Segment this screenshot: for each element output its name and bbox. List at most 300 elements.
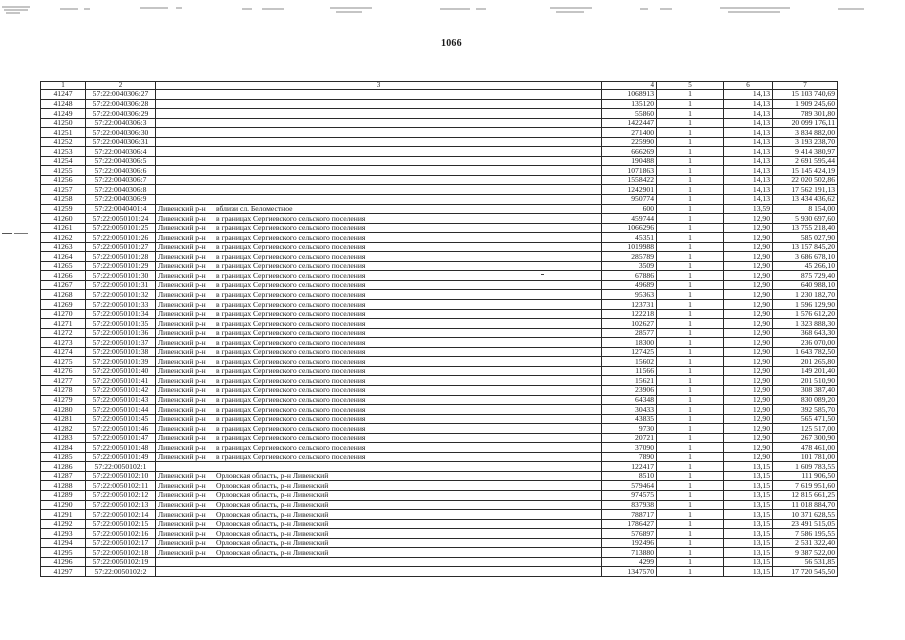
table-row	[41, 175, 838, 185]
cadastral-value-cell: 1 230 182,70	[773, 290, 838, 300]
area-cell: 713880	[602, 548, 657, 558]
location-text: Орловская область, р-н Ливенский	[216, 509, 329, 519]
row-number-cell: 41286	[41, 462, 86, 472]
rate-cell: 12,90	[724, 233, 773, 243]
area-cell: 285789	[602, 252, 657, 262]
area-cell: 102627	[602, 319, 657, 329]
area-cell: 9730	[602, 424, 657, 434]
cadastral-number-cell: 57:22:0050102:2	[86, 567, 156, 577]
area-cell: 64348	[602, 395, 657, 405]
rayon-text: Ливенский р-н	[158, 280, 206, 290]
location-text: в границах Сергиевского сельского поселения	[216, 356, 366, 366]
rayon-text: Ливенский р-н	[158, 261, 206, 271]
area-cell: 1347570	[602, 567, 657, 577]
column-5-cell: 1	[657, 452, 724, 462]
cadastral-number-cell: 57:22:0040306:7	[86, 175, 156, 185]
rate-cell: 12,90	[724, 347, 773, 357]
cadastral-number-cell: 57:22:0050101:30	[86, 271, 156, 281]
address-cell	[156, 538, 602, 548]
cadastral-number-cell: 57:22:0050101:44	[86, 405, 156, 415]
cadastral-number-cell: 57:22:0050101:39	[86, 357, 156, 367]
column-5-cell: 1	[657, 300, 724, 310]
table-row	[41, 433, 838, 443]
table-row	[41, 452, 838, 462]
row-number-cell: 41278	[41, 385, 86, 395]
address-cell	[156, 242, 602, 252]
table-row	[41, 481, 838, 491]
table-row	[41, 300, 838, 310]
table-row	[41, 319, 838, 329]
row-number-cell: 41248	[41, 99, 86, 109]
rate-cell: 13,59	[724, 204, 773, 214]
cadastral-value-cell: 7 619 951,60	[773, 481, 838, 491]
area-cell: 122417	[602, 462, 657, 472]
rate-cell: 13,15	[724, 462, 773, 472]
row-number-cell: 41270	[41, 309, 86, 319]
cadastral-number-cell: 57:22:0050102:15	[86, 519, 156, 529]
column-5-cell: 1	[657, 223, 724, 233]
column-5-cell: 1	[657, 538, 724, 548]
area-cell: 4299	[602, 557, 657, 567]
column-5-cell: 1	[657, 214, 724, 224]
column-5-cell: 1	[657, 433, 724, 443]
cadastral-number-cell: 57:22:0050101:36	[86, 328, 156, 338]
row-number-cell: 41283	[41, 433, 86, 443]
area-cell: 123731	[602, 300, 657, 310]
table-row	[41, 462, 838, 472]
row-number-cell: 41256	[41, 175, 86, 185]
column-5-cell: 1	[657, 90, 724, 100]
cadastral-value-cell: 478 461,00	[773, 443, 838, 453]
rate-cell: 12,90	[724, 328, 773, 338]
cadastral-value-cell: 23 491 515,05	[773, 519, 838, 529]
address-cell	[156, 309, 602, 319]
rate-cell: 12,90	[724, 271, 773, 281]
column-5-cell: 1	[657, 233, 724, 243]
column-5-cell: 1	[657, 271, 724, 281]
rate-cell: 12,90	[724, 242, 773, 252]
column-5-cell: 1	[657, 147, 724, 157]
area-cell: 1786427	[602, 519, 657, 529]
row-number-cell: 41294	[41, 538, 86, 548]
cadastral-value-cell: 17 720 545,50	[773, 567, 838, 577]
row-number-cell: 41267	[41, 280, 86, 290]
location-text: в границах Сергиевского сельского поселения	[216, 375, 366, 385]
rayon-text: Ливенский р-н	[158, 414, 206, 424]
cadastral-value-cell: 20 099 176,11	[773, 118, 838, 128]
table-row	[41, 500, 838, 510]
column-5-cell: 1	[657, 471, 724, 481]
area-cell: 1422447	[602, 118, 657, 128]
address-cell	[156, 156, 602, 166]
area-cell: 28577	[602, 328, 657, 338]
table-row	[41, 338, 838, 348]
rayon-text: Ливенский р-н	[158, 318, 206, 328]
cadastral-number-cell: 57:22:0050101:43	[86, 395, 156, 405]
cadastral-number-cell: 57:22:0050102:19	[86, 557, 156, 567]
column-5-cell: 1	[657, 328, 724, 338]
area-cell: 666269	[602, 147, 657, 157]
rate-cell: 14,13	[724, 166, 773, 176]
table-row	[41, 347, 838, 357]
cadastral-value-cell: 10 371 628,55	[773, 510, 838, 520]
cadastral-value-cell: 5 930 697,60	[773, 214, 838, 224]
address-cell	[156, 500, 602, 510]
address-cell	[156, 548, 602, 558]
location-text: в границах Сергиевского сельского поселения	[216, 328, 366, 338]
column-header-5: 5	[657, 82, 724, 90]
rayon-text: Ливенский р-н	[158, 328, 206, 338]
cadastral-number-cell: 57:22:0050102:18	[86, 548, 156, 558]
cadastral-value-cell: 368 643,30	[773, 328, 838, 338]
table-row	[41, 290, 838, 300]
rayon-text: Ливенский р-н	[158, 366, 206, 376]
area-cell: 974575	[602, 490, 657, 500]
area-cell: 37090	[602, 443, 657, 453]
table-row	[41, 366, 838, 376]
location-text: в границах Сергиевского сельского поселения	[216, 309, 366, 319]
page-number: 1066	[441, 38, 462, 49]
area-cell: 15602	[602, 357, 657, 367]
cadastral-number-cell: 57:22:0050101:24	[86, 214, 156, 224]
location-text: в границах Сергиевского сельского поселения	[216, 366, 366, 376]
table-row	[41, 128, 838, 138]
cadastral-number-cell: 57:22:0050101:25	[86, 223, 156, 233]
address-cell	[156, 223, 602, 233]
rate-cell: 14,13	[724, 99, 773, 109]
location-text: вблизи сл. Беломестное	[216, 204, 293, 214]
cadastral-value-cell: 392 585,70	[773, 405, 838, 415]
column-5-cell: 1	[657, 481, 724, 491]
location-text: в границах Сергиевского сельского поселения	[216, 251, 366, 261]
location-text: в границах Сергиевского сельского поселения	[216, 423, 366, 433]
location-text: Орловская область, р-н Ливенский	[216, 528, 329, 538]
location-text: в границах Сергиевского сельского поселения	[216, 223, 366, 233]
column-5-cell: 1	[657, 462, 724, 472]
cadastral-number-cell: 57:22:0050101:41	[86, 376, 156, 386]
address-cell	[156, 357, 602, 367]
rayon-text: Ливенский р-н	[158, 270, 206, 280]
cadastral-number-cell: 57:22:0050101:48	[86, 443, 156, 453]
cadastral-value-cell: 149 201,40	[773, 366, 838, 376]
row-number-cell: 41263	[41, 242, 86, 252]
column-5-cell: 1	[657, 137, 724, 147]
area-cell: 1019988	[602, 242, 657, 252]
column-5-cell: 1	[657, 347, 724, 357]
cadastral-value-cell: 13 755 218,40	[773, 223, 838, 233]
row-number-cell: 41262	[41, 233, 86, 243]
column-5-cell: 1	[657, 424, 724, 434]
location-text: в границах Сергиевского сельского поселения	[216, 232, 366, 242]
table-row	[41, 242, 838, 252]
area-cell: 1558422	[602, 175, 657, 185]
rate-cell: 12,90	[724, 366, 773, 376]
rayon-text: Ливенский р-н	[158, 213, 206, 223]
rayon-text: Ливенский р-н	[158, 204, 206, 214]
cadastral-value-cell: 875 729,40	[773, 271, 838, 281]
cadastral-value-cell: 267 300,90	[773, 433, 838, 443]
rayon-text: Ливенский р-н	[158, 309, 206, 319]
area-cell: 95363	[602, 290, 657, 300]
rate-cell: 12,90	[724, 290, 773, 300]
location-text: в границах Сергиевского сельского поселения	[216, 404, 366, 414]
row-number-cell: 41297	[41, 567, 86, 577]
location-text: в границах Сергиевского сельского поселения	[216, 270, 366, 280]
row-number-cell: 41274	[41, 347, 86, 357]
cadastral-value-cell: 201 510,90	[773, 376, 838, 386]
address-cell	[156, 490, 602, 500]
table-row	[41, 118, 838, 128]
location-text: в границах Сергиевского сельского поселения	[216, 213, 366, 223]
column-5-cell: 1	[657, 99, 724, 109]
cadastral-value-cell: 1 323 888,30	[773, 319, 838, 329]
rate-cell: 13,15	[724, 481, 773, 491]
cadastral-number-cell: 57:22:0050101:31	[86, 280, 156, 290]
column-5-cell: 1	[657, 376, 724, 386]
address-cell	[156, 471, 602, 481]
address-cell	[156, 300, 602, 310]
area-cell: 67886	[602, 271, 657, 281]
location-text: в границах Сергиевского сельского поселения	[216, 337, 366, 347]
location-text: Орловская область, р-н Ливенский	[216, 547, 329, 557]
cadastral-value-cell: 3 193 238,70	[773, 137, 838, 147]
address-cell	[156, 366, 602, 376]
cadastral-number-cell: 57:22:0040306:3	[86, 118, 156, 128]
rate-cell: 12,90	[724, 309, 773, 319]
rate-cell: 12,90	[724, 433, 773, 443]
location-text: в границах Сергиевского сельского поселения	[216, 385, 366, 395]
rayon-text: Ливенский р-н	[158, 375, 206, 385]
cadastral-number-cell: 57:22:0040401:4	[86, 204, 156, 214]
cadastral-value-cell: 236 070,00	[773, 338, 838, 348]
rayon-text: Ливенский р-н	[158, 480, 206, 490]
cadastral-number-cell: 57:22:0050102:16	[86, 529, 156, 539]
row-number-cell: 41259	[41, 204, 86, 214]
rayon-text: Ливенский р-н	[158, 423, 206, 433]
cadastral-value-cell: 3 834 882,00	[773, 128, 838, 138]
address-cell	[156, 90, 602, 100]
rayon-text: Ливенский р-н	[158, 404, 206, 414]
cadastral-number-cell: 57:22:0050101:40	[86, 366, 156, 376]
cadastral-value-cell: 3 686 678,10	[773, 252, 838, 262]
cadastral-number-cell: 57:22:0050102:14	[86, 510, 156, 520]
cadastral-number-cell: 57:22:0050101:27	[86, 242, 156, 252]
row-number-cell: 41268	[41, 290, 86, 300]
column-5-cell: 1	[657, 118, 724, 128]
rate-cell: 13,15	[724, 519, 773, 529]
cadastral-number-cell: 57:22:0040306:31	[86, 137, 156, 147]
row-number-cell: 41287	[41, 471, 86, 481]
table-row	[41, 538, 838, 548]
column-5-cell: 1	[657, 567, 724, 577]
row-number-cell: 41254	[41, 156, 86, 166]
cadastral-value-cell: 1 609 783,55	[773, 462, 838, 472]
area-cell: 7890	[602, 452, 657, 462]
location-text: в границах Сергиевского сельского поселения	[216, 318, 366, 328]
table-row	[41, 166, 838, 176]
rayon-text: Ливенский р-н	[158, 232, 206, 242]
location-text: в границах Сергиевского сельского поселения	[216, 414, 366, 424]
address-cell	[156, 166, 602, 176]
table-row	[41, 223, 838, 233]
table-row	[41, 519, 838, 529]
table-row	[41, 424, 838, 434]
column-header-7: 7	[773, 82, 838, 90]
row-number-cell: 41272	[41, 328, 86, 338]
area-cell: 950774	[602, 195, 657, 205]
row-number-cell: 41271	[41, 319, 86, 329]
rate-cell: 13,15	[724, 510, 773, 520]
address-cell	[156, 424, 602, 434]
cadastral-number-cell: 57:22:0040306:27	[86, 90, 156, 100]
row-number-cell: 41276	[41, 366, 86, 376]
rayon-text: Ливенский р-н	[158, 289, 206, 299]
table-row	[41, 490, 838, 500]
column-5-cell: 1	[657, 338, 724, 348]
table-row	[41, 252, 838, 262]
column-header-1: 1	[41, 82, 86, 90]
rate-cell: 12,90	[724, 376, 773, 386]
table-row	[41, 548, 838, 558]
location-text: в границах Сергиевского сельского поселения	[216, 261, 366, 271]
column-5-cell: 1	[657, 109, 724, 119]
row-number-cell: 41273	[41, 338, 86, 348]
row-number-cell: 41290	[41, 500, 86, 510]
cadastral-number-cell: 57:22:0050101:49	[86, 452, 156, 462]
rate-cell: 12,90	[724, 424, 773, 434]
address-cell	[156, 271, 602, 281]
cadastral-number-cell: 57:22:0040306:8	[86, 185, 156, 195]
rate-cell: 12,90	[724, 319, 773, 329]
address-cell	[156, 290, 602, 300]
cadastral-number-cell: 57:22:0040306:30	[86, 128, 156, 138]
location-text: в границах Сергиевского сельского поселения	[216, 452, 366, 462]
rate-cell: 13,15	[724, 538, 773, 548]
table-row	[41, 99, 838, 109]
rayon-text: Ливенский р-н	[158, 299, 206, 309]
cadastral-number-cell: 57:22:0050101:46	[86, 424, 156, 434]
address-cell	[156, 481, 602, 491]
cadastral-number-cell: 57:22:0040306:28	[86, 99, 156, 109]
rate-cell: 14,13	[724, 137, 773, 147]
area-cell: 122218	[602, 309, 657, 319]
table-row	[41, 529, 838, 539]
cadastral-number-cell: 57:22:0050101:45	[86, 414, 156, 424]
address-cell	[156, 128, 602, 138]
rate-cell: 13,15	[724, 500, 773, 510]
area-cell: 18300	[602, 338, 657, 348]
row-number-cell: 41265	[41, 261, 86, 271]
location-text: в границах Сергиевского сельского поселения	[216, 299, 366, 309]
cadastral-value-cell: 1 909 245,60	[773, 99, 838, 109]
row-number-cell: 41249	[41, 109, 86, 119]
rate-cell: 12,90	[724, 405, 773, 415]
area-cell: 837938	[602, 500, 657, 510]
table-row	[41, 280, 838, 290]
address-cell	[156, 118, 602, 128]
column-5-cell: 1	[657, 500, 724, 510]
table-row	[41, 261, 838, 271]
area-cell: 579464	[602, 481, 657, 491]
cadastral-value-cell: 11 018 884,70	[773, 500, 838, 510]
cadastral-value-cell: 1 643 782,50	[773, 347, 838, 357]
cadastral-number-cell: 57:22:0050102:1	[86, 462, 156, 472]
row-number-cell: 41247	[41, 90, 86, 100]
column-5-cell: 1	[657, 490, 724, 500]
row-number-cell: 41292	[41, 519, 86, 529]
cadastral-value-cell: 15 103 740,69	[773, 90, 838, 100]
address-cell	[156, 529, 602, 539]
area-cell: 1242901	[602, 185, 657, 195]
cadastral-value-cell: 17 562 191,13	[773, 185, 838, 195]
column-5-cell: 1	[657, 242, 724, 252]
address-cell	[156, 252, 602, 262]
column-5-cell: 1	[657, 290, 724, 300]
rate-cell: 13,15	[724, 471, 773, 481]
cadastral-value-cell: 585 027,90	[773, 233, 838, 243]
address-cell	[156, 99, 602, 109]
rayon-text: Ливенский р-н	[158, 490, 206, 500]
address-cell	[156, 519, 602, 529]
rate-cell: 12,90	[724, 214, 773, 224]
column-5-cell: 1	[657, 175, 724, 185]
area-cell: 49689	[602, 280, 657, 290]
scan-header-marks	[0, 0, 905, 20]
column-5-cell: 1	[657, 261, 724, 271]
table-row	[41, 385, 838, 395]
area-cell: 11566	[602, 366, 657, 376]
address-cell	[156, 328, 602, 338]
row-number-cell: 41293	[41, 529, 86, 539]
cadastral-value-cell: 640 988,10	[773, 280, 838, 290]
address-cell	[156, 137, 602, 147]
cadastral-number-cell: 57:22:0040306:5	[86, 156, 156, 166]
area-cell: 23906	[602, 385, 657, 395]
rate-cell: 14,13	[724, 90, 773, 100]
rayon-text: Ливенский р-н	[158, 433, 206, 443]
address-cell	[156, 347, 602, 357]
cadastral-value-cell: 7 586 195,55	[773, 529, 838, 539]
address-cell	[156, 280, 602, 290]
table-row	[41, 147, 838, 157]
rayon-text: Ливенский р-н	[158, 385, 206, 395]
rate-cell: 13,15	[724, 529, 773, 539]
column-5-cell: 1	[657, 280, 724, 290]
column-5-cell: 1	[657, 204, 724, 214]
cadastral-value-cell: 12 815 661,25	[773, 490, 838, 500]
table-row	[41, 405, 838, 415]
address-cell	[156, 557, 602, 567]
column-5-cell: 1	[657, 357, 724, 367]
address-cell	[156, 109, 602, 119]
rate-cell: 12,90	[724, 452, 773, 462]
address-cell	[156, 175, 602, 185]
rayon-text: Ливенский р-н	[158, 251, 206, 261]
rate-cell: 14,13	[724, 185, 773, 195]
cadastral-value-cell: 2 531 322,40	[773, 538, 838, 548]
cadastral-number-cell: 57:22:0050102:11	[86, 481, 156, 491]
cadastral-value-cell: 13 434 436,62	[773, 195, 838, 205]
cadastral-number-cell: 57:22:0050102:12	[86, 490, 156, 500]
cadastral-value-cell: 56 531,85	[773, 557, 838, 567]
table-row	[41, 328, 838, 338]
area-cell: 192496	[602, 538, 657, 548]
table-row	[41, 204, 838, 214]
rayon-text: Ливенский р-н	[158, 538, 206, 548]
area-cell: 1068913	[602, 90, 657, 100]
table-row	[41, 309, 838, 319]
location-text: Орловская область, р-н Ливенский	[216, 490, 329, 500]
